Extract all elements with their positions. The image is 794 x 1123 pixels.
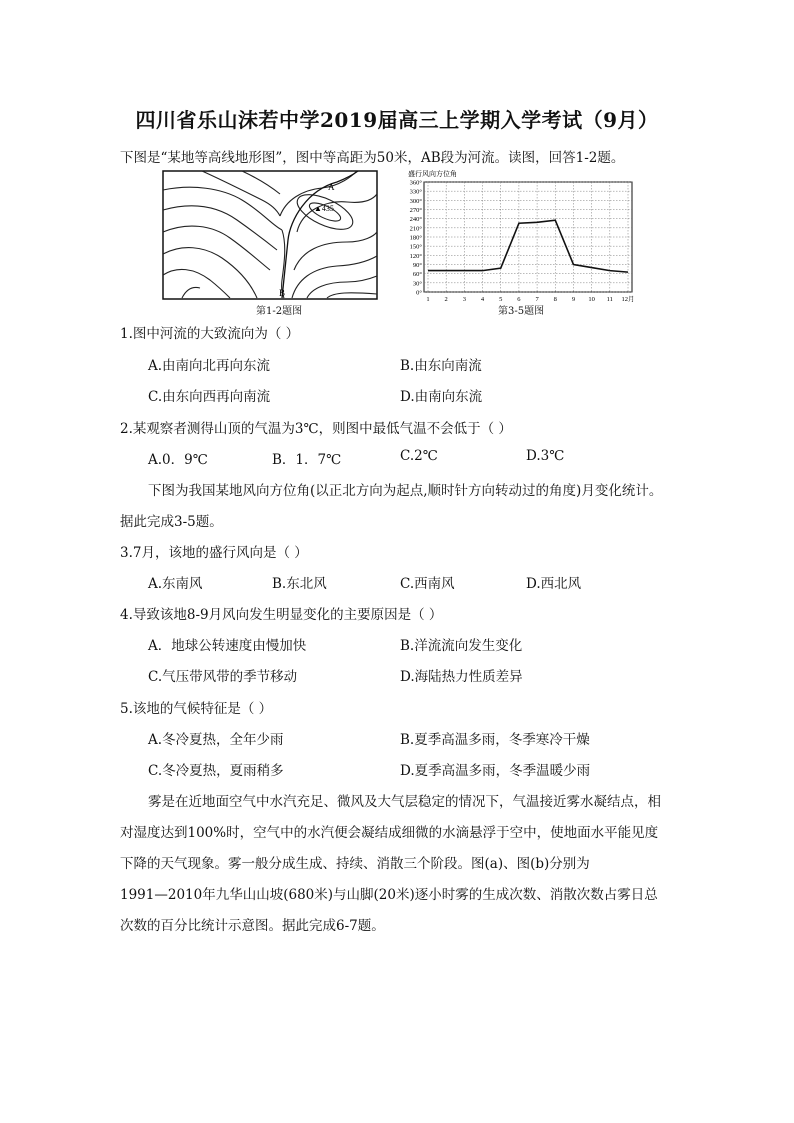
q2-option-a: A.0．9℃ bbox=[148, 452, 208, 468]
q3-stem: 3.7月，该地的盛行风向是（ ） bbox=[120, 545, 308, 561]
q3-option-d: D.西北风 bbox=[526, 576, 582, 592]
intro-q6-7-line2: 对湿度达到100%时，空气中的水汽便会凝结成细微的水滴悬浮于空中，使地面水平能见度 bbox=[120, 825, 659, 841]
intro-q6-7-line1: 雾是在近地面空气中水汽充足、微风及大气层稳定的情况下，气温接近雾水凝结点，相 bbox=[148, 794, 661, 810]
x-tick-label: 8 bbox=[553, 296, 557, 303]
x-tick-label: 3 bbox=[462, 296, 466, 303]
x-tick-label: 6 bbox=[517, 296, 521, 303]
q1-stem: 1.图中河流的大致流向为（ ） bbox=[120, 326, 300, 342]
y-tick-label: 90° bbox=[412, 262, 422, 269]
q5-option-a: A.冬冷夏热，全年少雨 bbox=[148, 732, 284, 748]
x-tick-label: 7 bbox=[535, 296, 539, 303]
x-tick-label: 9 bbox=[571, 296, 576, 303]
q5-option-c: C.冬冷夏热，夏雨稍多 bbox=[148, 763, 284, 779]
q3-option-c: C.西南风 bbox=[400, 576, 455, 592]
y-tick-label: 150° bbox=[409, 243, 422, 251]
q2-option-b: B．1．7℃ bbox=[272, 452, 342, 468]
intro-q3-5-line1: 下图为我国某地风向方位角(以正北方向为起点,顺时针方向转动过的角度)月变化统计。 bbox=[148, 483, 663, 499]
contour-map bbox=[162, 170, 378, 300]
y-tick-label: 0° bbox=[416, 289, 422, 297]
y-tick-label: 240° bbox=[409, 216, 422, 224]
fig1-caption: 第1-2题图 bbox=[256, 306, 303, 317]
page-title: 四川省乐山沫若中学2019届高三上学期入学考试（9月） bbox=[135, 108, 659, 132]
q5-option-b: B.夏季高温多雨，冬季寒冷干燥 bbox=[400, 732, 590, 748]
q4-option-d: D.海陆热力性质差异 bbox=[400, 669, 523, 685]
q4-option-c: C.气压带风带的季节移动 bbox=[148, 669, 298, 685]
intro-q6-7-line4: 1991—2010年九华山山坡(680米)与山脚(20米)逐小时雾的生成次数、消散次数占雾日总 bbox=[120, 887, 658, 903]
y-tick-label: 120° bbox=[409, 252, 422, 260]
x-tick-label: 10 bbox=[588, 296, 595, 303]
q5-option-d: D.夏季高温多雨，冬季温暖少雨 bbox=[400, 763, 591, 779]
y-tick-label: 180° bbox=[409, 234, 422, 242]
q1-option-a: A.由南向北再向东流 bbox=[148, 358, 271, 374]
intro-q1-2: 下图是“某地等高线地形图”，图中等高距为50米，AB段为河流。读图，回答1-2题。 bbox=[120, 150, 625, 166]
label-a: A bbox=[328, 182, 335, 192]
q3-option-a: A.东南风 bbox=[148, 576, 203, 592]
q1-option-c: C.由东向西再向南流 bbox=[148, 389, 271, 405]
y-tick-label: 360° bbox=[409, 179, 422, 187]
q5-stem: 5.该地的气候特征是（ ） bbox=[120, 701, 273, 717]
y-tick-label: 60° bbox=[412, 271, 422, 279]
wind-direction-chart bbox=[400, 168, 638, 308]
q4-stem: 4.导致该地8-9月风向发生明显变化的主要原因是（ ） bbox=[120, 607, 443, 623]
x-tick-label: 1 bbox=[426, 296, 430, 303]
q4-option-b: B.洋流流向发生变化 bbox=[400, 638, 523, 654]
wind-chart-figure bbox=[400, 168, 638, 308]
x-tick-label: 12月 bbox=[621, 296, 635, 303]
q3-option-b: B.东北风 bbox=[272, 576, 327, 592]
contour-map-figure bbox=[162, 170, 378, 300]
y-tick-label: 330° bbox=[409, 188, 422, 196]
fig2-caption: 第3-5题图 bbox=[498, 306, 545, 317]
q1-option-d: D.由南向东流 bbox=[400, 389, 483, 405]
y-tick-label: 270° bbox=[409, 207, 422, 214]
q2-option-c: C.2℃ bbox=[400, 448, 438, 464]
q2-option-d: D.3℃ bbox=[526, 448, 565, 464]
label-b: B bbox=[279, 288, 286, 298]
y-tick-label: 30° bbox=[412, 280, 422, 288]
x-tick-label: 4 bbox=[480, 296, 485, 303]
q4-option-a: A．地球公转速度由慢加快 bbox=[148, 638, 307, 654]
intro-q6-7-line5: 次数的百分比统计示意图。据此完成6-7题。 bbox=[120, 918, 385, 934]
chart-ytitle: 盛行风向方位角 bbox=[408, 170, 457, 178]
peak-label: ▲435 bbox=[314, 204, 334, 213]
y-tick-label: 210° bbox=[409, 225, 422, 233]
y-tick-label: 300° bbox=[409, 197, 422, 205]
x-tick-label: 5 bbox=[499, 296, 503, 303]
q1-option-b: B.由东向南流 bbox=[400, 358, 482, 374]
intro-q3-5-line2: 据此完成3-5题。 bbox=[120, 514, 223, 530]
intro-q6-7-line3: 下降的天气现象。雾一般分成生成、持续、消散三个阶段。图(a)、图(b)分别为 bbox=[120, 856, 590, 872]
x-tick-label: 11 bbox=[606, 296, 613, 303]
x-tick-label: 2 bbox=[444, 296, 448, 303]
q2-stem: 2.某观察者测得山顶的气温为3℃，则图中最低气温不会低于（ ） bbox=[120, 421, 512, 437]
